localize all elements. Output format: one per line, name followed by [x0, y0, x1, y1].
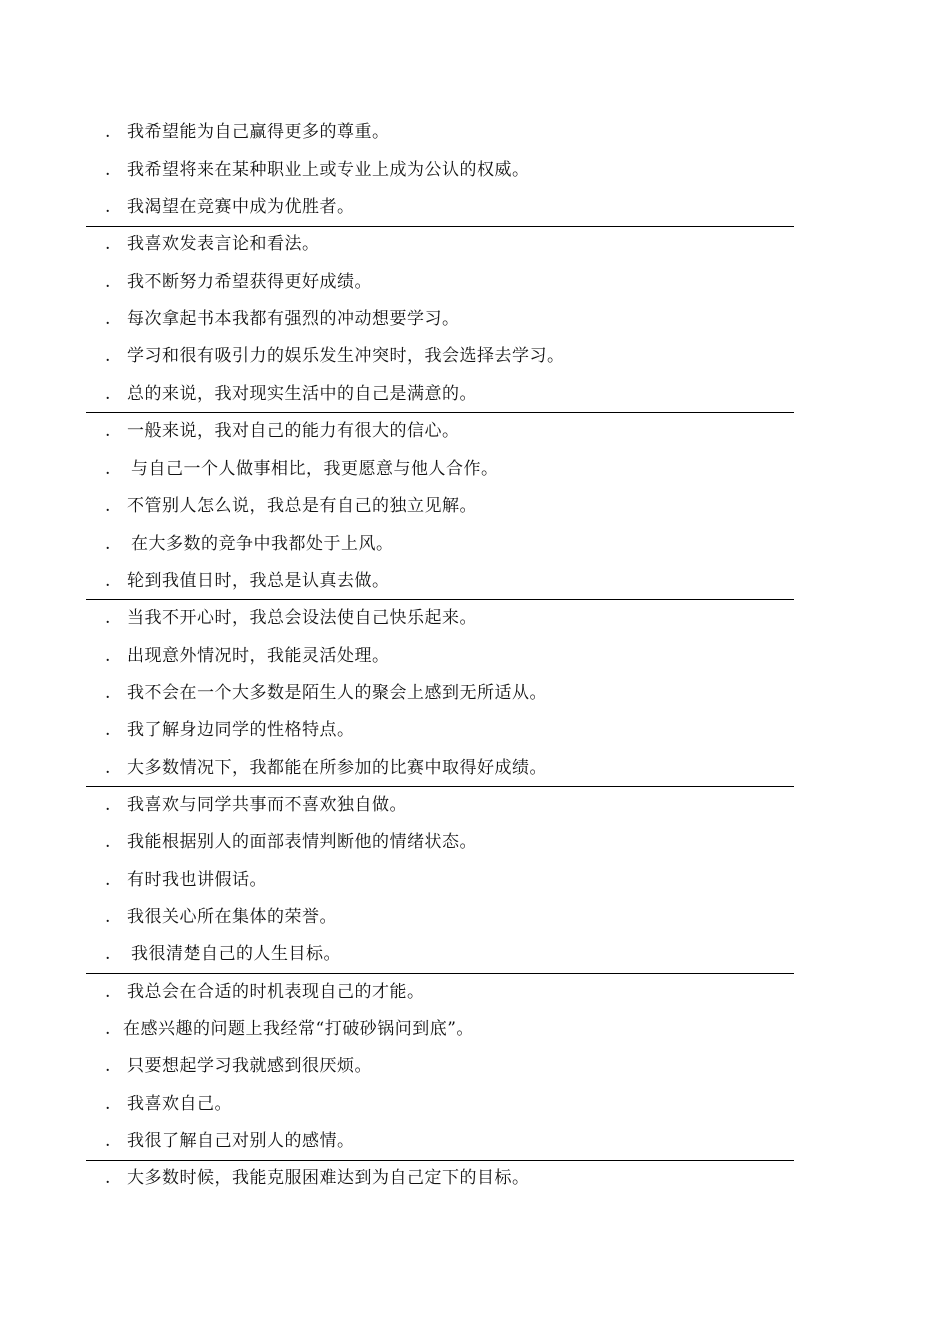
item-text: 一般来说，我对自己的能力有很大的信心。 [127, 421, 460, 441]
item-text: 当我不开心时，我总会设法使自己快乐起来。 [127, 608, 477, 628]
item-text: 我希望将来在某种职业上或专业上成为公认的权威。 [127, 160, 530, 180]
list-item [105, 1090, 232, 1118]
list-item [105, 118, 390, 146]
item-text: 出现意外情况时，我能灵活处理。 [127, 646, 390, 666]
list-item [105, 417, 460, 445]
item-bullet: . [105, 758, 111, 778]
item-bullet: . [105, 832, 111, 852]
section-divider [86, 973, 794, 974]
list-item [105, 342, 565, 370]
item-bullet: . [105, 944, 111, 964]
list-item [105, 156, 530, 184]
list-item [105, 940, 341, 968]
item-bullet: . [105, 197, 111, 217]
item-text: 我喜欢与同学共事而不喜欢独自做。 [127, 795, 407, 815]
section-divider [86, 599, 794, 600]
item-text: 学习和很有吸引力的娱乐发生冲突时，我会选择去学习。 [127, 346, 565, 366]
item-text: 我喜欢发表言论和看法。 [127, 234, 320, 254]
list-item [105, 604, 477, 632]
item-bullet: . [105, 982, 111, 1002]
list-item [105, 492, 477, 520]
item-text: 我喜欢自己。 [127, 1094, 232, 1114]
item-bullet: . [105, 571, 111, 591]
section-divider [86, 1160, 794, 1161]
list-item [105, 1015, 474, 1043]
item-text: 轮到我值日时，我总是认真去做。 [127, 571, 390, 591]
list-item [105, 716, 355, 744]
list-item [105, 978, 425, 1006]
item-text: 我了解身边同学的性格特点。 [127, 720, 355, 740]
list-item [105, 866, 267, 894]
item-bullet: . [105, 346, 111, 366]
item-text: 有时我也讲假话。 [127, 870, 267, 890]
list-item [105, 530, 394, 558]
item-bullet: . [105, 646, 111, 666]
item-bullet: . [105, 309, 111, 329]
item-text: 每次拿起书本我都有强烈的冲动想要学习。 [127, 309, 460, 329]
item-text: 我渴望在竞赛中成为优胜者。 [127, 197, 355, 217]
list-item [105, 1127, 355, 1155]
item-bullet: . [105, 683, 111, 703]
item-text: 我不会在一个大多数是陌生人的聚会上感到无所适从。 [127, 683, 547, 703]
list-item [105, 268, 372, 296]
section-divider [86, 226, 794, 227]
item-bullet: . [105, 534, 111, 554]
list-item [105, 193, 355, 221]
item-bullet: . [105, 608, 111, 628]
item-text: 我希望能为自己赢得更多的尊重。 [127, 122, 390, 142]
item-text: 我不断努力希望获得更好成绩。 [127, 272, 372, 292]
list-item [105, 1164, 530, 1192]
item-bullet: . [105, 795, 111, 815]
item-text: 我很清楚自己的人生目标。 [131, 944, 341, 964]
item-bullet: . [105, 160, 111, 180]
item-text: 在感兴趣的问题上我经常“打破砂锅问到底”。 [123, 1019, 474, 1039]
item-text: 我能根据别人的面部表情判断他的情绪状态。 [127, 832, 477, 852]
list-item [105, 567, 390, 595]
item-text: 我很了解自己对别人的感情。 [127, 1131, 355, 1151]
item-text: 总的来说，我对现实生活中的自己是满意的。 [127, 384, 477, 404]
item-bullet: . [105, 1168, 111, 1188]
item-bullet: . [105, 496, 111, 516]
item-text: 我很关心所在集体的荣誉。 [127, 907, 337, 927]
list-item [105, 380, 477, 408]
item-bullet: . [105, 907, 111, 927]
list-item [105, 642, 390, 670]
item-text: 不管别人怎么说，我总是有自己的独立见解。 [127, 496, 477, 516]
item-bullet: . [105, 1131, 111, 1151]
item-bullet: . [105, 421, 111, 441]
item-bullet: . [105, 720, 111, 740]
list-item [105, 754, 547, 782]
list-item [105, 828, 477, 856]
item-text: 大多数时候，我能克服困难达到为自己定下的目标。 [127, 1168, 530, 1188]
item-bullet: . [105, 870, 111, 890]
item-bullet: . [105, 1056, 111, 1076]
item-bullet: . [105, 1019, 111, 1039]
section-divider [86, 412, 794, 413]
list-item [105, 903, 337, 931]
item-bullet: . [105, 384, 111, 404]
section-divider [86, 786, 794, 787]
list-item [105, 791, 407, 819]
list-item [105, 230, 320, 258]
item-text: 大多数情况下，我都能在所参加的比赛中取得好成绩。 [127, 758, 547, 778]
item-text: 在大多数的竞争中我都处于上风。 [131, 534, 394, 554]
item-text: 我总会在合适的时机表现自己的才能。 [127, 982, 425, 1002]
list-item [105, 305, 460, 333]
item-bullet: . [105, 122, 111, 142]
list-item [105, 679, 547, 707]
item-text: 只要想起学习我就感到很厌烦。 [127, 1056, 372, 1076]
list-item [105, 455, 499, 483]
item-bullet: . [105, 1094, 111, 1114]
item-text: 与自己一个人做事相比，我更愿意与他人合作。 [131, 459, 499, 479]
item-bullet: . [105, 459, 111, 479]
item-bullet: . [105, 272, 111, 292]
item-bullet: . [105, 234, 111, 254]
list-item [105, 1052, 372, 1080]
